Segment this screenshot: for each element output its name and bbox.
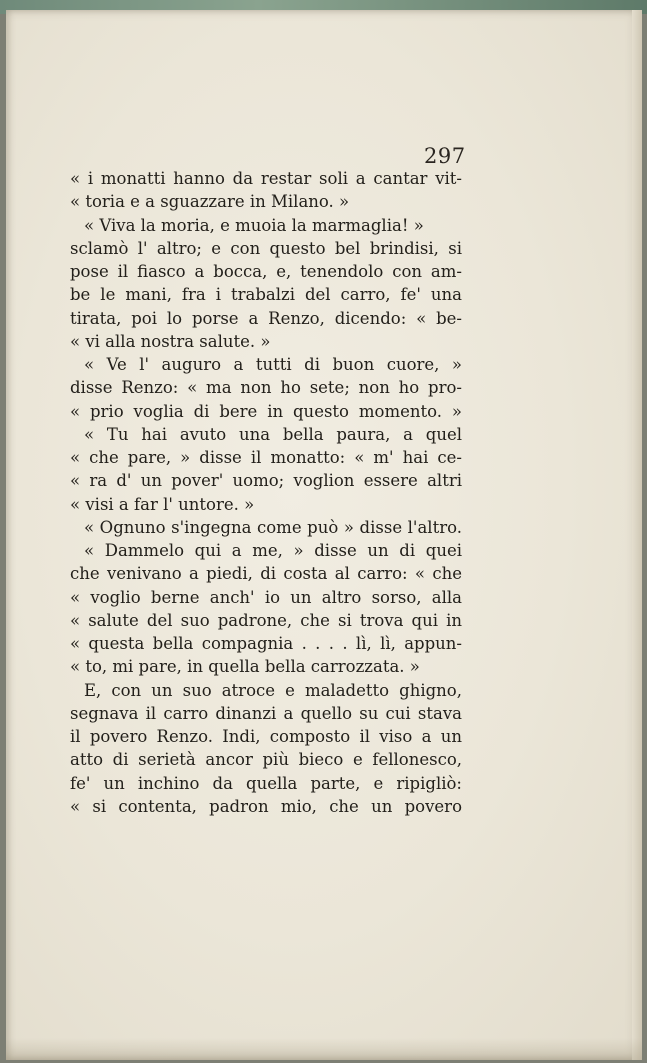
text-line: « i monatti hanno da restar soli a cantar vit- [70, 169, 462, 188]
text-line: « salute del suo padrone, che si trova qui in [70, 610, 462, 630]
text-line: fe' un inchino da quella parte, e ripigliò: [70, 773, 462, 793]
text-line: « visi a far l' untore. » [70, 494, 255, 514]
text-line: E, con un suo atroce e maladetto ghigno, [84, 680, 462, 700]
page-number: 297 [424, 144, 466, 168]
text-line: be le mani, fra i trabalzi del carro, fe' una [70, 285, 462, 305]
text-line: « voglio berne anch' io un altro sorso, alla [70, 587, 462, 607]
text-line: « to, mi pare, in quella bella carrozzata. » [70, 657, 420, 677]
page-edge-shadow [632, 10, 642, 1060]
text-line: « Dammelo qui a me, » disse un di quei [84, 541, 462, 560]
text-line: « vi alla nostra salute. » [70, 331, 271, 351]
page-bottom-shadow [6, 1038, 642, 1060]
text-line: disse Renzo: « ma non ho sete; non ho pro- [70, 378, 462, 398]
text-line: « Ve l' auguro a tutti di buon cuore, » [84, 355, 462, 374]
text-line: « toria e a sguazzare in Milano. » [70, 192, 350, 212]
text-line: segnava il carro dinanzi a quello su cui stava [70, 703, 462, 723]
text-line: il povero Renzo. Indi, composto il viso a un [70, 727, 462, 746]
text-line: sclamò l' altro; e con questo bel brindisi, si [70, 238, 462, 258]
text-line: atto di serietà ancor più bieco e fellonesco, [70, 750, 462, 770]
text-line: « Tu hai avuto una bella paura, a quel [84, 424, 462, 444]
text-line: « che pare, » disse il monatto: « m' hai ce- [70, 448, 462, 467]
text-line: « Viva la moria, e muoia la marmaglia! » [84, 215, 424, 235]
text-line: « prio voglia di bere in questo momento. » [70, 401, 462, 421]
body-text [70, 167, 462, 818]
text-line: che venivano a piedi, di costa al carro: « che [70, 564, 462, 584]
text-line: « si contenta, padron mio, che un povero [70, 796, 462, 816]
text-line: « Ognuno s'ingegna come può » disse l'altro. [84, 517, 462, 537]
text-line: « questa bella compagnia . . . . lì, lì, appun- [70, 634, 462, 653]
text-line: tirata, poi lo porse a Renzo, dicendo: « be- [70, 308, 462, 328]
text-line: pose il fiasco a bocca, e, tenendolo con am- [70, 262, 462, 281]
text-line: « ra d' un pover' uomo; voglion essere altri [70, 471, 462, 491]
